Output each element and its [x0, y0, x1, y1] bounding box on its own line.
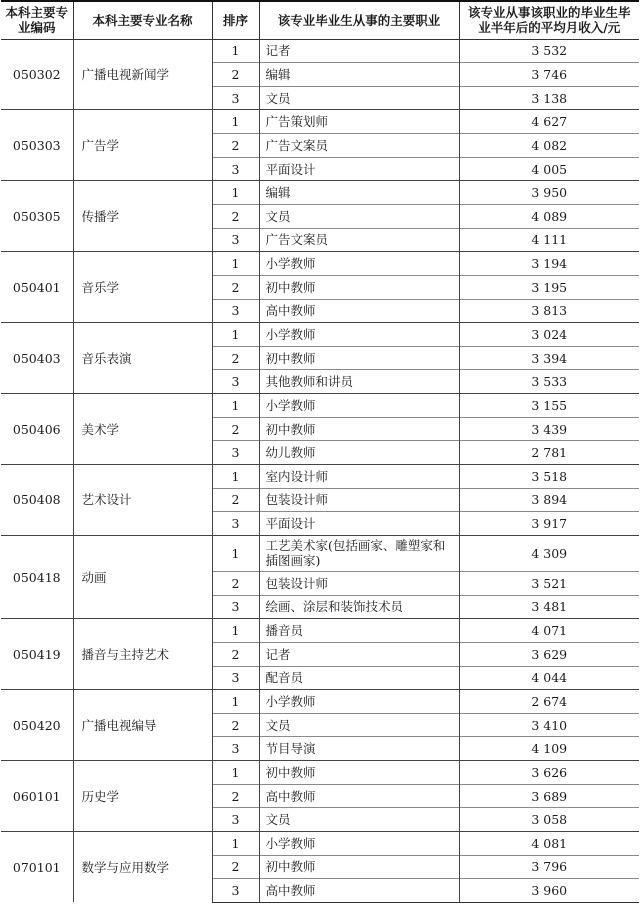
rank-cell: 3: [212, 512, 259, 536]
salary-cell: 3 532: [459, 39, 639, 63]
salary-cell: 4 044: [459, 666, 639, 690]
table-row: [1, 832, 639, 856]
table-row: [1, 39, 639, 63]
rank-cell: 2: [212, 642, 259, 666]
occupation-cell: 文员: [259, 713, 459, 737]
occupation-cell: 播音员: [259, 619, 459, 643]
rank-cell: 1: [212, 619, 259, 643]
salary-cell: 3 746: [459, 63, 639, 87]
salary-cell: 3 689: [459, 784, 639, 808]
occupation-cell: 编辑: [259, 63, 459, 87]
major-name-cell: 播音与主持艺术: [73, 619, 212, 690]
salary-cell: 4 109: [459, 737, 639, 761]
salary-cell: 3 813: [459, 299, 639, 323]
major-name-cell: 音乐学: [73, 252, 212, 323]
salary-cell: 3 796: [459, 855, 639, 879]
salary-cell: 3 521: [459, 571, 639, 595]
rank-cell: 3: [212, 86, 259, 110]
salary-cell: 4 071: [459, 619, 639, 643]
occupation-cell: 小学教师: [259, 832, 459, 856]
table-body: [1, 39, 639, 902]
header-occupation: 该专业毕业生从事的主要职业: [259, 1, 459, 39]
table-row: [1, 619, 639, 643]
salary-cell: 3 894: [459, 488, 639, 512]
table-row: [1, 181, 639, 205]
major-name-cell: 音乐表演: [73, 323, 212, 394]
occupation-cell: 配音员: [259, 666, 459, 690]
rank-cell: 3: [212, 370, 259, 394]
major-code-cell: 050403: [1, 323, 73, 394]
salary-cell: 3 626: [459, 761, 639, 785]
header-salary: 该专业从事该职业的毕业生毕业半年后的平均月收入/元: [459, 1, 639, 39]
salary-cell: 4 627: [459, 110, 639, 134]
rank-cell: 1: [212, 252, 259, 276]
occupation-cell: 初中教师: [259, 346, 459, 370]
rank-cell: 2: [212, 134, 259, 158]
salary-cell: 3 629: [459, 642, 639, 666]
occupation-cell: 记者: [259, 642, 459, 666]
rank-cell: 3: [212, 228, 259, 252]
major-code-cell: 070101: [1, 832, 73, 903]
rank-cell: 3: [212, 879, 259, 903]
rank-cell: 2: [212, 855, 259, 879]
occupation-cell: 室内设计师: [259, 465, 459, 489]
occupation-cell: 文员: [259, 204, 459, 228]
rank-cell: 3: [212, 595, 259, 619]
major-name-cell: 广播电视编导: [73, 690, 212, 761]
occupation-cell: 初中教师: [259, 417, 459, 441]
rank-cell: 3: [212, 157, 259, 181]
table-row: [1, 394, 639, 418]
occupation-cell: 小学教师: [259, 394, 459, 418]
major-name-cell: 历史学: [73, 761, 212, 832]
salary-table: [1, 0, 639, 903]
occupation-cell: 记者: [259, 39, 459, 63]
occupation-cell: 平面设计: [259, 512, 459, 536]
occupation-cell: 幼儿教师: [259, 441, 459, 465]
rank-cell: 2: [212, 417, 259, 441]
rank-cell: 1: [212, 181, 259, 205]
rank-cell: 3: [212, 299, 259, 323]
major-code-cell: 050408: [1, 465, 73, 536]
occupation-cell: 绘画、涂层和装饰技术员: [259, 595, 459, 619]
major-code-cell: 050302: [1, 39, 73, 110]
major-code-cell: 050418: [1, 535, 73, 618]
rank-cell: 3: [212, 737, 259, 761]
table-row: [1, 252, 639, 276]
major-code-cell: 050406: [1, 394, 73, 465]
major-name-cell: 艺术设计: [73, 465, 212, 536]
occupation-cell: 小学教师: [259, 323, 459, 347]
salary-cell: 3 024: [459, 323, 639, 347]
salary-cell: 4 081: [459, 832, 639, 856]
occupation-cell: 包装设计师: [259, 571, 459, 595]
rank-cell: 1: [212, 323, 259, 347]
major-code-cell: 050303: [1, 110, 73, 181]
occupation-cell: 初中教师: [259, 761, 459, 785]
salary-cell: 3 960: [459, 879, 639, 903]
major-name-cell: 广播电视新闻学: [73, 39, 212, 110]
rank-cell: 3: [212, 441, 259, 465]
salary-cell: 2 781: [459, 441, 639, 465]
rank-cell: 1: [212, 535, 259, 571]
occupation-cell: 小学教师: [259, 690, 459, 714]
rank-cell: 2: [212, 204, 259, 228]
header-code: 本科主要专业编码: [1, 1, 73, 39]
rank-cell: 2: [212, 571, 259, 595]
salary-cell: 3 518: [459, 465, 639, 489]
salary-cell: 3 195: [459, 275, 639, 299]
header-major: 本科主要专业名称: [73, 1, 212, 39]
occupation-cell: 高中教师: [259, 299, 459, 323]
salary-cell: 3 194: [459, 252, 639, 276]
table-row: [1, 110, 639, 134]
occupation-cell: 初中教师: [259, 855, 459, 879]
rank-cell: 1: [212, 761, 259, 785]
occupation-cell: 高中教师: [259, 784, 459, 808]
occupation-cell: 文员: [259, 86, 459, 110]
salary-cell: 3 439: [459, 417, 639, 441]
table-row: [1, 535, 639, 571]
rank-cell: 1: [212, 394, 259, 418]
occupation-cell: 其他教师和讲员: [259, 370, 459, 394]
occupation-cell: 节目导演: [259, 737, 459, 761]
major-code-cell: 050420: [1, 690, 73, 761]
salary-cell: 3 155: [459, 394, 639, 418]
major-code-cell: 060101: [1, 761, 73, 832]
rank-cell: 1: [212, 832, 259, 856]
rank-cell: 2: [212, 784, 259, 808]
table-row: [1, 465, 639, 489]
rank-cell: 2: [212, 275, 259, 299]
major-name-cell: 动画: [73, 535, 212, 618]
salary-cell: 3 138: [459, 86, 639, 110]
rank-cell: 2: [212, 346, 259, 370]
occupation-cell: 广告文案员: [259, 134, 459, 158]
salary-cell: 4 111: [459, 228, 639, 252]
salary-cell: 3 410: [459, 713, 639, 737]
rank-cell: 2: [212, 63, 259, 87]
salary-cell: 4 309: [459, 535, 639, 571]
occupation-cell: 文员: [259, 808, 459, 832]
major-code-cell: 050401: [1, 252, 73, 323]
major-code-cell: 050419: [1, 619, 73, 690]
header-row: [1, 1, 639, 39]
salary-cell: 4 005: [459, 157, 639, 181]
major-name-cell: 数学与应用数学: [73, 832, 212, 903]
rank-cell: 1: [212, 690, 259, 714]
rank-cell: 2: [212, 713, 259, 737]
major-name-cell: 广告学: [73, 110, 212, 181]
major-code-cell: 050305: [1, 181, 73, 252]
salary-cell: 3 533: [459, 370, 639, 394]
table-row: [1, 323, 639, 347]
major-name-cell: 传播学: [73, 181, 212, 252]
salary-cell: 3 394: [459, 346, 639, 370]
occupation-cell: 包装设计师: [259, 488, 459, 512]
rank-cell: 1: [212, 465, 259, 489]
occupation-cell: 广告策划师: [259, 110, 459, 134]
table-row: [1, 761, 639, 785]
table-row: [1, 690, 639, 714]
rank-cell: 1: [212, 110, 259, 134]
rank-cell: 3: [212, 666, 259, 690]
occupation-cell: 平面设计: [259, 157, 459, 181]
header-rank: 排序: [212, 1, 259, 39]
occupation-cell: 广告文案员: [259, 228, 459, 252]
rank-cell: 2: [212, 488, 259, 512]
salary-cell: 4 089: [459, 204, 639, 228]
occupation-cell: 工艺美术家(包括画家、雕塑家和插图画家): [259, 535, 459, 571]
salary-cell: 3 481: [459, 595, 639, 619]
salary-cell: 3 058: [459, 808, 639, 832]
occupation-cell: 编辑: [259, 181, 459, 205]
salary-cell: 4 082: [459, 134, 639, 158]
major-name-cell: 美术学: [73, 394, 212, 465]
occupation-cell: 初中教师: [259, 275, 459, 299]
rank-cell: 1: [212, 39, 259, 63]
rank-cell: 3: [212, 808, 259, 832]
occupation-cell: 高中教师: [259, 879, 459, 903]
salary-cell: 2 674: [459, 690, 639, 714]
salary-cell: 3 917: [459, 512, 639, 536]
occupation-cell: 小学教师: [259, 252, 459, 276]
salary-cell: 3 950: [459, 181, 639, 205]
